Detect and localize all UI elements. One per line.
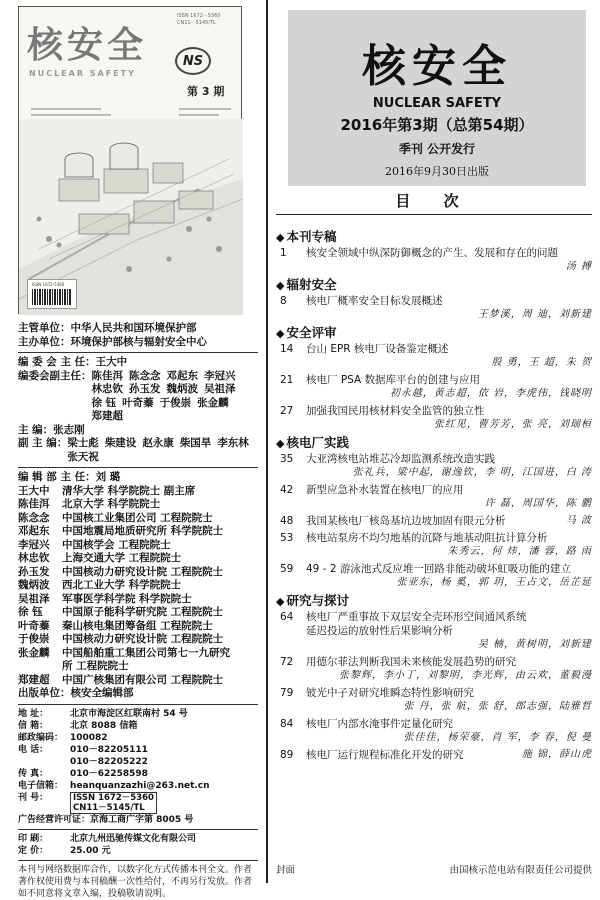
left-column xyxy=(0,0,262,899)
toc-title: 目 次 xyxy=(395,192,473,210)
toc-entry[interactable]: 64 核电厂严重事故下双层安全壳环形空间通风系统 xyxy=(280,611,527,623)
toc-authors: 张亚东，杨 奚，郭 玥，王占文，岳芷延 xyxy=(396,577,592,588)
triangle-bullet-icon: ◆ xyxy=(276,279,285,292)
printer-row: 印 刷： 北京九州迅驰传媒文化有限公司 xyxy=(18,833,197,844)
cover-subtitle: NUCLEAR SAFETY xyxy=(29,69,136,78)
toc-entry[interactable]: 84 核电厂内部水淹事件定量化研究 xyxy=(280,718,453,730)
journal-english-title: NUCLEAR SAFETY xyxy=(372,96,502,111)
toc-authors: 吴 楠，黄树明，刘新建 xyxy=(477,639,592,650)
toc-entry[interactable]: 21 核电厂 PSA 数据库平台的创建与应用 xyxy=(280,374,481,386)
toc-authors: 汤 搏 xyxy=(565,261,592,272)
toc-entry[interactable]: 53 核电站泵房不均匀地基的沉降与地基动阻抗计算分析 xyxy=(280,532,548,544)
cover-thumbnail xyxy=(18,6,242,314)
triangle-bullet-icon: ◆ xyxy=(276,327,285,340)
barcode-bars xyxy=(32,289,72,305)
member-row: 所 工程院院士 xyxy=(62,660,129,672)
toc-entry[interactable]: 59 49 - 2 游泳池式反应堆一回路非能动破坏虹吸功能的建立 xyxy=(280,563,571,575)
copyright-notice: 本刊与网络数据库合作，以数字化方式传播本刊全文。作者著作权使用费与本刊稿酬一次性给付，不再另行发放。作者如不同意将文章入编，投稿敬请说明。 xyxy=(18,864,253,899)
member-row: 李冠兴 中国核学会 工程院院士 xyxy=(18,538,171,551)
triangle-bullet-icon: ◆ xyxy=(276,595,285,608)
toc-authors: 张黎辉，李小丁，刘黎明，李光辉，由云欢，董毅漫 xyxy=(339,670,592,681)
toc-entry[interactable]: 27 加强我国民用核材料安全监管的独立性 xyxy=(280,405,485,417)
toc-authors: 张红见，曹芳芳，张 亮，刘瑞桓 xyxy=(433,419,592,430)
member-row: 于俊崇 中国核动力研究设计院 工程院院士 xyxy=(18,633,224,645)
toc-authors: 许 磊，周国华，陈 鹏 xyxy=(484,498,592,509)
detail-row: 信 箱： 北京 8088 信箱 xyxy=(18,720,138,731)
detail-row: 邮政编码： 100082 xyxy=(18,732,108,743)
vice-editor-names: 梁士彪 柴建设 赵永康 柴国旱 李东林 张天祝 xyxy=(67,437,249,463)
member-row: 王大中 清华大学 科学院院士 副主席 xyxy=(18,484,196,497)
column-divider xyxy=(266,0,268,883)
section-heading: ◆ 核电厂实践 xyxy=(276,435,349,450)
member-row: 魏炳波 西北工业大学 科学院院士 xyxy=(18,579,182,591)
section-heading: ◆ 辐射安全 xyxy=(276,277,337,292)
cover-issn: ISSN 1672－5360 CN11－5145/TL xyxy=(177,13,221,26)
member-row: 郑建超 中国广核集团有限公司 工程院院士 xyxy=(18,673,224,686)
publication-date: 2016年9月30日出版 xyxy=(385,165,489,178)
toc-authors: 初永越，黄志超，依 岩，李虎伟，钱晓明 xyxy=(389,388,592,399)
detail-row: 电 话： 010－82205111 xyxy=(18,744,148,755)
section-heading: ◆ 安全评审 xyxy=(276,325,337,340)
masthead xyxy=(18,322,258,900)
toc-title-continued: 延迟投运的放射性后果影响分析 xyxy=(306,625,453,637)
ns-logo: NS xyxy=(175,47,211,75)
member-row: 徐 钰 中国原子能科学研究院 工程院院士 xyxy=(18,606,224,618)
journal-title: 核安全 xyxy=(362,41,512,92)
detail-row: 010－82205222 xyxy=(70,756,148,767)
board-vice-row: 编委会副主任： 陈佳洱 陈念念 邓起东 李冠兴 林忠钦 孙玉发 魏炳波 吴祖泽 徐 钰 叶奇蓁 于俊崇 张金麟 郑建超 xyxy=(18,370,258,424)
issn-row: 刊 号： ISSN 1672－5360 CN11－5145/TL xyxy=(18,792,258,814)
divider xyxy=(18,829,258,830)
board-vice-names: 陈佳洱 陈念念 邓起东 李冠兴 林忠钦 孙玉发 魏炳波 吴祖泽 徐 钰 叶奇蓁 于俊崇 张金麟 郑建超 xyxy=(91,369,236,422)
toc-authors: 张礼兵，梁中起，谢逸钦，李 明，江国进，白 涛 xyxy=(352,467,592,478)
toc-entry[interactable]: 42 新型应急补水装置在核电厂的应用 xyxy=(280,484,464,496)
vice-editor-row: 副 主 编： 梁士彪 柴建设 赵永康 柴国旱 李东林 张天祝 xyxy=(18,437,258,464)
cover-issue: 第 3 期 xyxy=(187,85,225,98)
barcode: ISSN 1672-5360 xyxy=(27,279,77,309)
toc-authors: 张 丹，张 航，张 舒，郎志强，陆雅哲 xyxy=(403,701,592,712)
toc-authors-inline: 马 波 xyxy=(565,515,592,526)
toc-authors: 张佳佳，杨荣豪，肖 军，李 春，倪 曼 xyxy=(403,732,592,743)
toc-authors-inline: 施 锦，薛山虎 xyxy=(521,749,592,760)
toc-entry[interactable]: 48 我国某核电厂核岛基坑边坡加固有限元分析 马 波 xyxy=(280,515,592,527)
member-row: 张金麟 中国船舶重工集团公司第七一九研究 xyxy=(18,646,230,659)
divider xyxy=(18,467,258,468)
cover-credit-label: 封面 xyxy=(276,865,296,876)
member-row: 陈念念 中国核工业集团公司 工程院院士 xyxy=(18,511,213,524)
section-heading: ◆ 研究与探讨 xyxy=(276,593,349,608)
section-heading: ◆ 本刊专稿 xyxy=(276,229,337,244)
toc-entry[interactable]: 1 核安全领域中纵深防御概念的产生、发展和存在的问题 xyxy=(280,247,558,259)
cover-credit-text: 由国核示范电站有限责任公司提供 xyxy=(449,865,592,876)
cover-title: 核安全 xyxy=(27,24,148,66)
detail-row: 地 址： 北京市海淀区红联南村 54 号 xyxy=(18,708,188,719)
detail-row: 电子信箱： heanquanzazhi@263.net.cn xyxy=(18,780,210,791)
publisher-row: 出版单位： 核安全编辑部 xyxy=(18,687,134,699)
toc-authors: 殷 勇，王 超，朱 贺 xyxy=(491,357,592,368)
ad-license-row: 广告经营许可证：京海工商广字第 8005 号 xyxy=(18,814,194,825)
journal-header xyxy=(288,10,586,186)
toc-rule xyxy=(276,214,592,215)
editorial-director-row: 编 辑 部 主 任： 刘 璐 xyxy=(18,471,121,483)
member-row: 林忠钦 上海交通大学 工程院院士 xyxy=(18,552,182,564)
cover-credit xyxy=(276,862,592,876)
issn-box: ISSN 1672－5360 CN11－5145/TL xyxy=(70,792,157,814)
board-director-row: 编 委 会 主 任： 王大中 xyxy=(18,356,128,368)
toc-entry[interactable]: 72 用德尔菲法判断我国未来核能发展趋势的研究 xyxy=(280,656,516,668)
toc-entry[interactable]: 89 核电厂运行规程标准化开发的研究 施 锦，薛山虎 xyxy=(280,749,592,761)
triangle-bullet-icon: ◆ xyxy=(276,231,285,244)
toc-entry[interactable]: 79 铍光中子对研究堆瞬态特性影响研究 xyxy=(280,687,474,699)
cover-owner-lines xyxy=(31,105,111,116)
issue-number: 2016年第3期（总第54期） xyxy=(340,116,534,134)
toc-authors: 王梦溪，周 迪，刘新建 xyxy=(477,309,592,320)
toc-entry[interactable]: 35 大亚湾核电站堆芯冷却监测系统改造实践 xyxy=(280,453,495,465)
sponsor-row: 主办单位： 环境保护部核与辐射安全中心 xyxy=(18,335,207,348)
publication-frequency: 季刊 公开发行 xyxy=(398,142,476,156)
divider xyxy=(18,704,258,705)
member-row: 陈佳洱 北京大学 科学院院士 xyxy=(18,498,161,510)
price-row: 定 价： 25.00 元 xyxy=(18,845,111,856)
editor-row: 主 编： 张志刚 xyxy=(18,423,85,436)
toc-entry[interactable]: 14 台山 EPR 核电厂设备鉴定概述 xyxy=(280,343,449,355)
member-row: 叶奇蓁 秦山核电集团筹备组 工程院院士 xyxy=(18,619,213,632)
contact-details xyxy=(18,708,258,826)
detail-row: 传 真： 010－62258598 xyxy=(18,768,148,779)
table-of-contents xyxy=(276,228,592,762)
triangle-bullet-icon: ◆ xyxy=(276,437,285,450)
member-row: 孙玉发 中国核动力研究设计院 工程院院士 xyxy=(18,565,224,578)
members-list xyxy=(18,485,258,688)
toc-authors: 朱秀云，何 炜，潘 蓉，路 雨 xyxy=(447,546,592,557)
cover-info-lines xyxy=(179,105,231,116)
member-row: 吴祖泽 军事医学科学院 科学院院士 xyxy=(18,592,192,605)
divider xyxy=(18,860,258,861)
member-row: 邓起东 中国地震局地质研究所 科学院院士 xyxy=(18,525,224,537)
toc-entry[interactable]: 8 核电厂概率安全目标发展概述 xyxy=(280,295,443,307)
divider xyxy=(18,352,258,353)
supervisor-row: 主管单位： 中华人民共和国环境保护部 xyxy=(18,322,197,334)
